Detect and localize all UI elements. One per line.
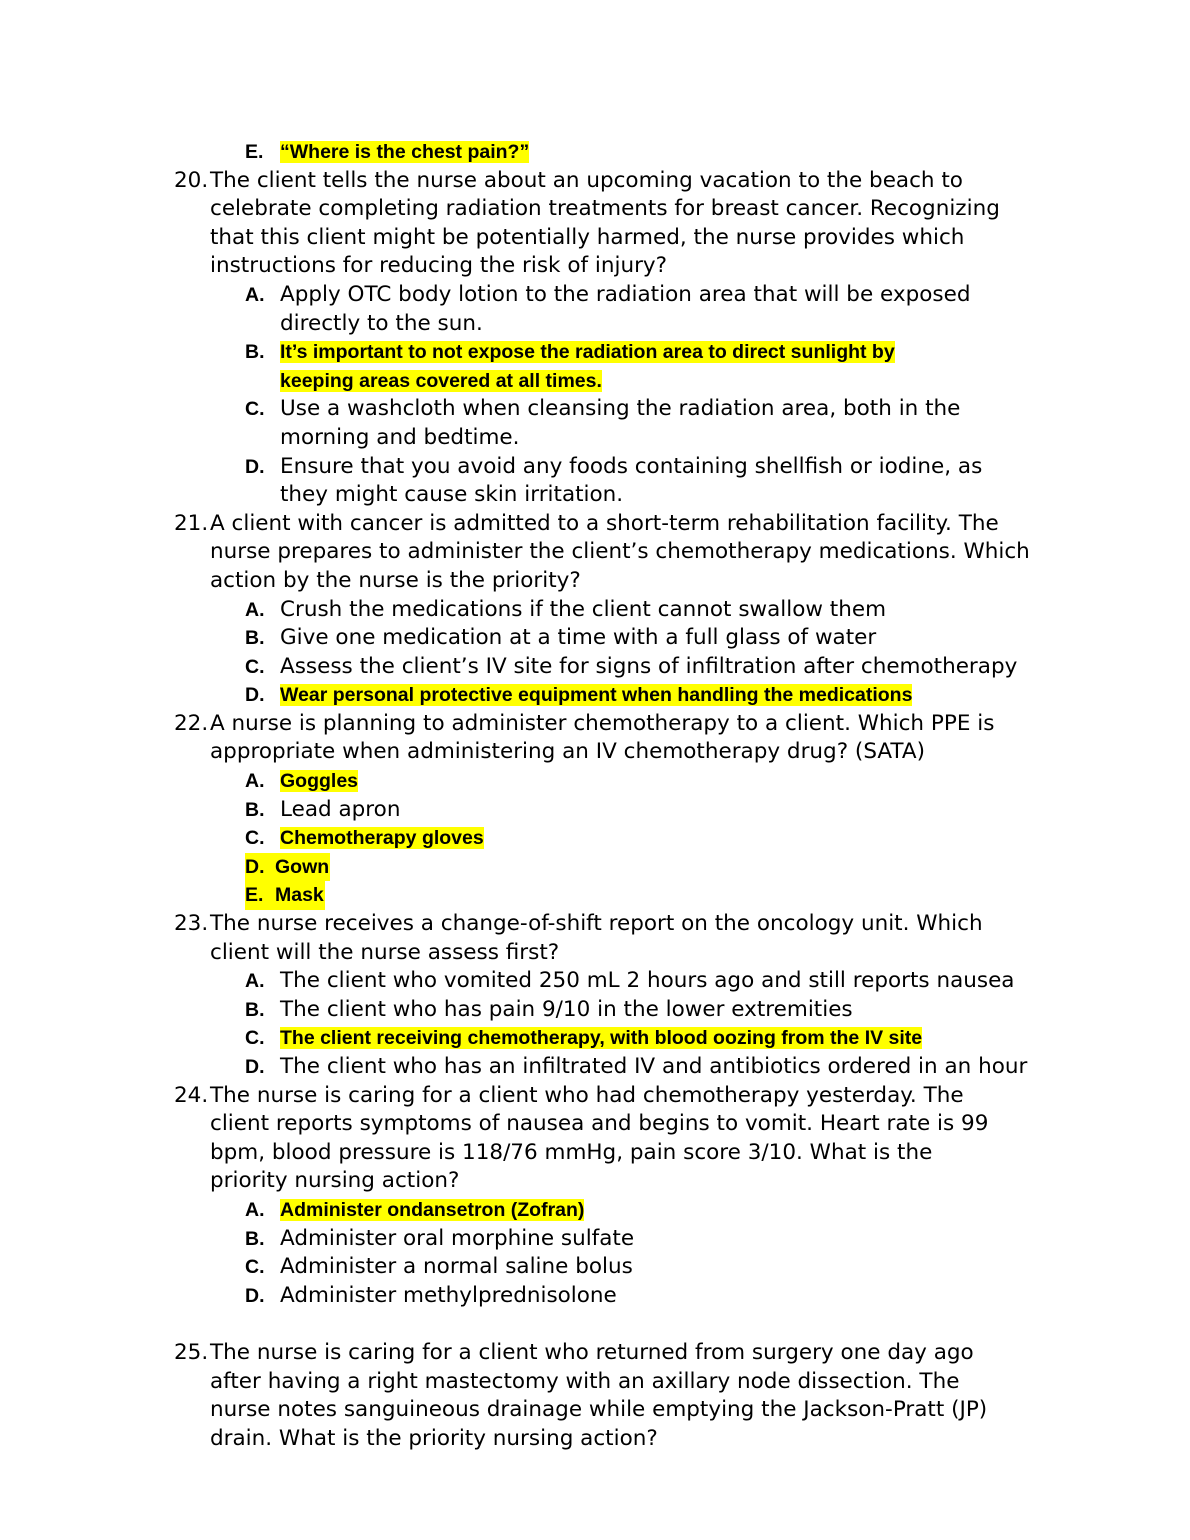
question-stem-line: nurse prepares to administer the client’s chemotherapy medications. Which bbox=[210, 539, 1030, 565]
option-text: Crush the medications if the client cannot swallow them bbox=[280, 596, 887, 622]
option-text: Administer a normal saline bolus bbox=[280, 1254, 633, 1280]
q24-option-b[interactable] bbox=[0, 1225, 1190, 1254]
q22-option-e[interactable] bbox=[0, 881, 1190, 910]
option-text: The client who vomited 250 mL 2 hours ago and still reports nausea bbox=[280, 968, 1015, 994]
question-number: 22. bbox=[174, 710, 209, 736]
option-letter: E. bbox=[245, 141, 264, 163]
question-number: 23. bbox=[174, 911, 209, 937]
question-stem-line: priority nursing action? bbox=[210, 1168, 460, 1194]
option-letter: B. bbox=[245, 998, 265, 1021]
option-letter: D. bbox=[245, 1284, 265, 1307]
option-letter: D. bbox=[245, 455, 265, 478]
question-24 bbox=[0, 1082, 1190, 1311]
q20-option-c[interactable] bbox=[0, 395, 1190, 452]
q23-option-c[interactable] bbox=[0, 1024, 1190, 1053]
document-page bbox=[0, 138, 1190, 1453]
option-text-correct: The client receiving chemotherapy, with blood oozing from the IV site bbox=[280, 1027, 923, 1050]
option-text-correct: “Where is the chest pain?” bbox=[280, 141, 530, 163]
option-letter: A. bbox=[245, 283, 265, 306]
question-stem-line: drain. What is the priority nursing action? bbox=[210, 1425, 658, 1451]
option-text: Use a washcloth when cleansing the radiation area, both in the bbox=[280, 396, 961, 422]
q22-option-d[interactable] bbox=[0, 853, 1190, 882]
q24-option-a[interactable] bbox=[0, 1196, 1190, 1225]
q20-option-d[interactable] bbox=[0, 453, 1190, 510]
option-letter: A. bbox=[245, 598, 265, 621]
q21-option-a[interactable] bbox=[0, 596, 1190, 625]
question-23 bbox=[0, 910, 1190, 1082]
question-number: 21. bbox=[174, 510, 209, 536]
question-21 bbox=[0, 510, 1190, 710]
q22-option-c[interactable] bbox=[0, 824, 1190, 853]
option-text: Ensure that you avoid any foods containing shellfish or iodine, as bbox=[280, 453, 983, 479]
question-stem-line: 25. The nurse is caring for a client who returned from surgery one day ago bbox=[0, 1339, 1190, 1368]
q21-option-b[interactable] bbox=[0, 624, 1190, 653]
option-text: directly to the sun. bbox=[280, 310, 483, 336]
option-text-correct: Administer ondansetron (Zofran) bbox=[280, 1198, 585, 1221]
option-letter: C. bbox=[245, 655, 265, 678]
option-letter: E. bbox=[245, 884, 264, 907]
q23-option-b[interactable] bbox=[0, 996, 1190, 1025]
question-stem-line: that this client might be potentially harmed, the nurse provides which bbox=[210, 224, 965, 250]
question-number: 24. bbox=[174, 1082, 209, 1108]
q23-option-d[interactable] bbox=[0, 1053, 1190, 1082]
option-text: The client who has pain 9/10 in the lower extremities bbox=[280, 996, 853, 1022]
option-text: they might cause skin irritation. bbox=[280, 482, 624, 508]
q24-option-d[interactable] bbox=[0, 1282, 1190, 1311]
question-stem-line: instructions for reducing the risk of injury? bbox=[210, 253, 668, 279]
option-letter: C. bbox=[245, 1027, 265, 1050]
option-text-correct: It’s important to not expose the radiation area to direct sunlight by bbox=[280, 341, 895, 364]
question-stem-line: client reports symptoms of nausea and begins to vomit. Heart rate is 99 bbox=[210, 1111, 989, 1137]
option-letter: B. bbox=[245, 341, 265, 364]
question-stem-line: nurse notes sanguineous drainage while emptying the Jackson-Pratt (JP) bbox=[210, 1397, 988, 1423]
q19-option-e[interactable] bbox=[0, 138, 1190, 167]
option-letter: B. bbox=[245, 1227, 265, 1250]
option-text: morning and bedtime. bbox=[280, 424, 520, 450]
q22-option-a[interactable] bbox=[0, 767, 1190, 796]
option-text: The client who has an infiltrated IV and antibiotics ordered in an hour bbox=[280, 1054, 1028, 1079]
q20-option-b[interactable] bbox=[0, 338, 1190, 395]
option-letter: D. bbox=[245, 684, 265, 707]
question-stem-line: 20. The client tells the nurse about an upcoming vacation to the beach to bbox=[0, 167, 1190, 196]
blank-line bbox=[0, 1310, 1190, 1339]
option-letter: D. bbox=[245, 855, 265, 878]
question-stem-line: celebrate completing radiation treatments for breast cancer. Recognizing bbox=[210, 196, 1000, 222]
option-letter: C. bbox=[245, 398, 265, 421]
option-text: Apply OTC body lotion to the radiation area that will be exposed bbox=[280, 281, 971, 307]
option-letter: D. bbox=[245, 1056, 265, 1078]
option-text-correct: E. Mask bbox=[245, 881, 325, 910]
option-text: Assess the client’s IV site for signs of infiltration after chemotherapy bbox=[280, 653, 1018, 679]
q21-option-c[interactable] bbox=[0, 653, 1190, 682]
question-22 bbox=[0, 710, 1190, 910]
option-text: Lead apron bbox=[280, 796, 401, 822]
q20-option-a[interactable] bbox=[0, 281, 1190, 338]
option-letter: B. bbox=[245, 798, 265, 821]
option-text-correct: Goggles bbox=[280, 770, 359, 793]
question-stem-line: 24. The nurse is caring for a client who had chemotherapy yesterday. The bbox=[0, 1082, 1190, 1111]
q21-option-d[interactable] bbox=[0, 681, 1190, 710]
option-letter: C. bbox=[245, 827, 265, 850]
option-text: Administer methylprednisolone bbox=[280, 1282, 617, 1308]
question-stem-line: client will the nurse assess first? bbox=[210, 939, 560, 965]
question-number: 25. bbox=[174, 1339, 209, 1365]
question-stem-line: bpm, blood pressure is 118/76 mmHg, pain score 3/10. What is the bbox=[210, 1139, 933, 1165]
question-stem-line: 23. The nurse receives a change-of-shift report on the oncology unit. Which bbox=[0, 910, 1190, 939]
option-letter: B. bbox=[245, 627, 265, 650]
option-letter: C. bbox=[245, 1256, 265, 1279]
option-text-correct: Chemotherapy gloves bbox=[280, 827, 484, 850]
option-text: Give one medication at a time with a full glass of water bbox=[280, 625, 877, 651]
question-stem-line: after having a right mastectomy with an axillary node dissection. The bbox=[210, 1368, 960, 1394]
q22-option-b[interactable] bbox=[0, 796, 1190, 825]
question-25 bbox=[0, 1339, 1190, 1453]
q23-option-a[interactable] bbox=[0, 967, 1190, 996]
question-20 bbox=[0, 167, 1190, 510]
question-stem-line: action by the nurse is the priority? bbox=[210, 567, 581, 593]
question-stem-line: appropriate when administering an IV chemotherapy drug? (SATA) bbox=[210, 739, 925, 765]
option-text-correct: D. Gown bbox=[245, 853, 330, 882]
option-letter: A. bbox=[245, 970, 265, 993]
option-text-correct: keeping areas covered at all times. bbox=[280, 369, 602, 392]
q24-option-c[interactable] bbox=[0, 1253, 1190, 1282]
question-stem-line: 22. A nurse is planning to administer chemotherapy to a client. Which PPE is bbox=[0, 710, 1190, 739]
option-text-correct: Wear personal protective equipment when handling the medications bbox=[280, 684, 913, 707]
option-letter: A. bbox=[245, 1198, 265, 1221]
question-number: 20. bbox=[174, 167, 209, 193]
option-text: Administer oral morphine sulfate bbox=[280, 1225, 635, 1251]
option-letter: A. bbox=[245, 770, 265, 793]
question-stem-line: 21. A client with cancer is admitted to a short-term rehabilitation facility. The bbox=[0, 510, 1190, 539]
